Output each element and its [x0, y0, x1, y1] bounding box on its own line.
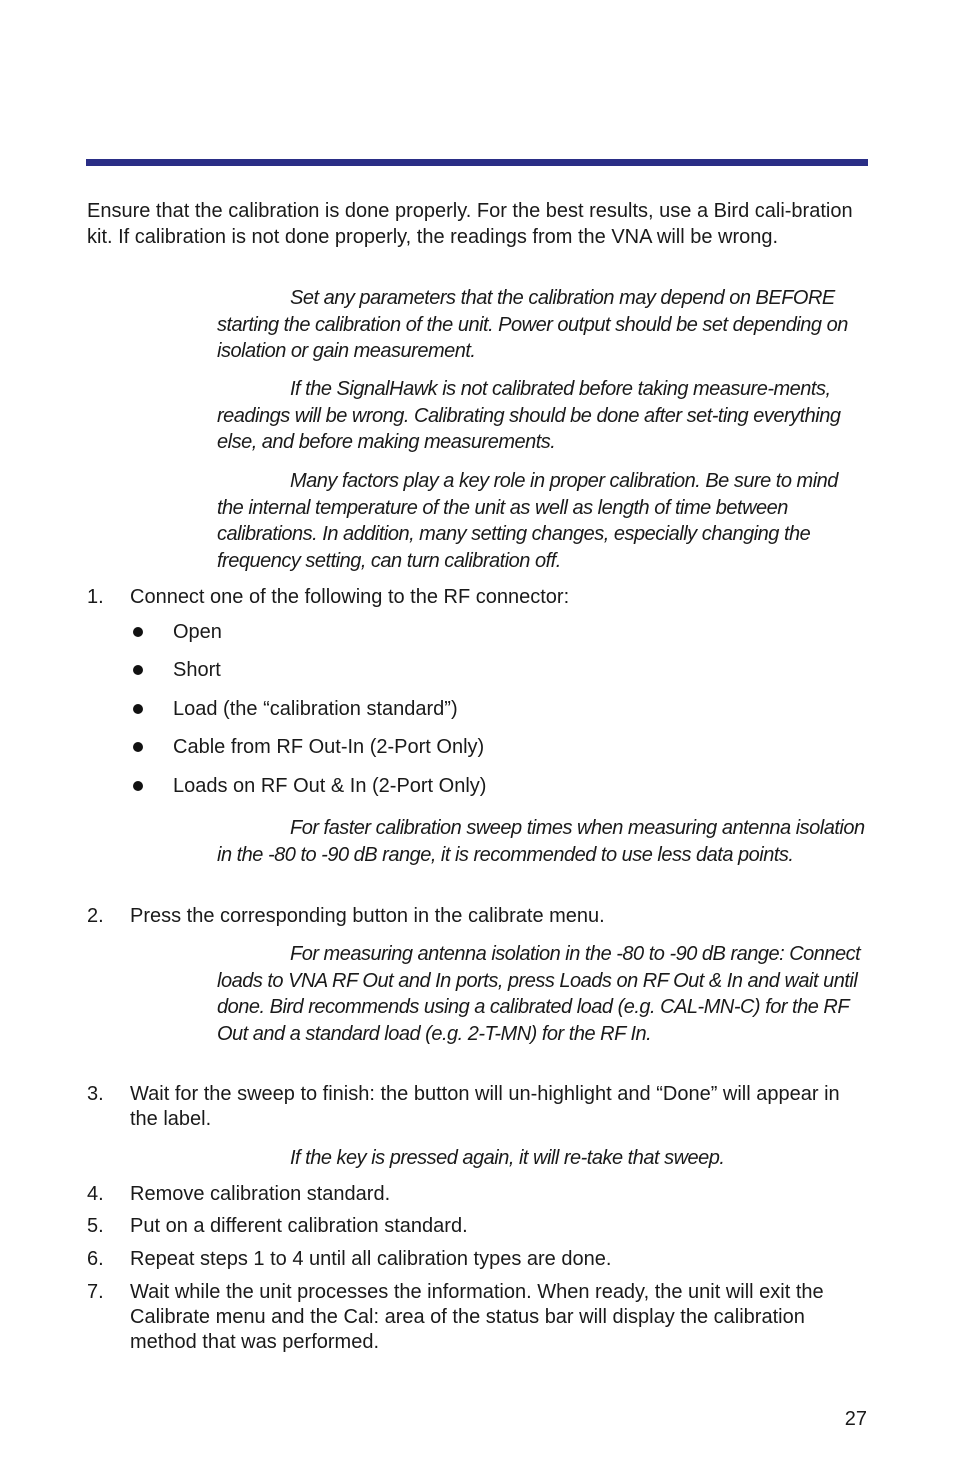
bullet-text: Short — [173, 659, 221, 681]
bullet-icon — [133, 704, 143, 714]
step-text: Repeat steps 1 to 4 until all calibration types are done. — [130, 1248, 612, 1270]
bullet-text: Load (the “calibration standard”) — [173, 698, 458, 720]
step-number: 5. — [87, 1215, 104, 1237]
step-text: Remove calibration standard. — [130, 1183, 391, 1205]
step-number: 3. — [87, 1083, 104, 1105]
step-number: 4. — [87, 1183, 104, 1205]
step-number: 7. — [87, 1281, 104, 1303]
bullet-icon — [133, 665, 143, 675]
bullet-icon — [133, 781, 143, 791]
page-number: 27 — [844, 1408, 867, 1430]
step-text: Connect one of the following to the RF connector: — [130, 586, 570, 608]
bullet-text: Loads on RF Out & In (2-Port Only) — [173, 775, 487, 797]
step-number: 1. — [87, 586, 104, 608]
intro-paragraph: Ensure that the calibration is done properly. For the best results, use a Bird cali-bration kit. If calibration is not done properly, the readings from the VNA will be wrong. — [87, 200, 853, 248]
step-number: 2. — [87, 905, 104, 927]
header-rule — [86, 159, 868, 166]
note-antenna-isolation: For measuring antenna isolation in the -80 to -90 dB range: Connect loads to VNA RF Out and In ports, press Loads on RF Out & In and wait until done. Bird recommends using a calibrated load (e.g. CAL-MN-C) for the RF Out and a standard load (e.g. 2-T-MN) for the RF In. — [217, 943, 861, 1045]
step-text: Press the corresponding button in the calibrate menu. — [130, 905, 605, 927]
note-calibration-parameters: Set any parameters that the calibration may depend on BEFORE starting the calibration of the unit. Power output should be set depending on isolation or gain measurement. — [217, 287, 848, 362]
note-faster-sweep: For faster calibration sweep times when measuring antenna isolation in the -80 to -90 dB range, it is recommended to use less data points. — [217, 817, 865, 866]
note-calibration-factors: Many factors play a key role in proper calibration. Be sure to mind the internal temperature of the unit as well as length of time between calibrations. In addition, many setting changes, especially changing the frequency setting, can turn calibration off. — [217, 470, 838, 572]
bullet-icon — [133, 742, 143, 752]
note-retake-sweep: If the key is pressed again, it will re-take that sweep. — [290, 1147, 725, 1169]
step-text: Wait while the unit processes the information. When ready, the unit will exit the Calibrate menu and the Cal: area of the status bar will display the calibration method that was performed. — [130, 1281, 824, 1353]
step-text: Put on a different calibration standard. — [130, 1215, 468, 1237]
note-not-calibrated: If the SignalHawk is not calibrated before taking measure-ments, readings will be wrong. Calibrating should be done after set-ting everything else, and before making measurements. — [217, 378, 841, 453]
step-number: 6. — [87, 1248, 104, 1270]
bullet-text: Cable from RF Out-In (2-Port Only) — [173, 736, 485, 758]
bullet-text: Open — [173, 621, 222, 643]
step-text: Wait for the sweep to finish: the button will un-highlight and “Done” will appear in the label. — [130, 1083, 840, 1130]
bullet-icon — [133, 627, 143, 637]
